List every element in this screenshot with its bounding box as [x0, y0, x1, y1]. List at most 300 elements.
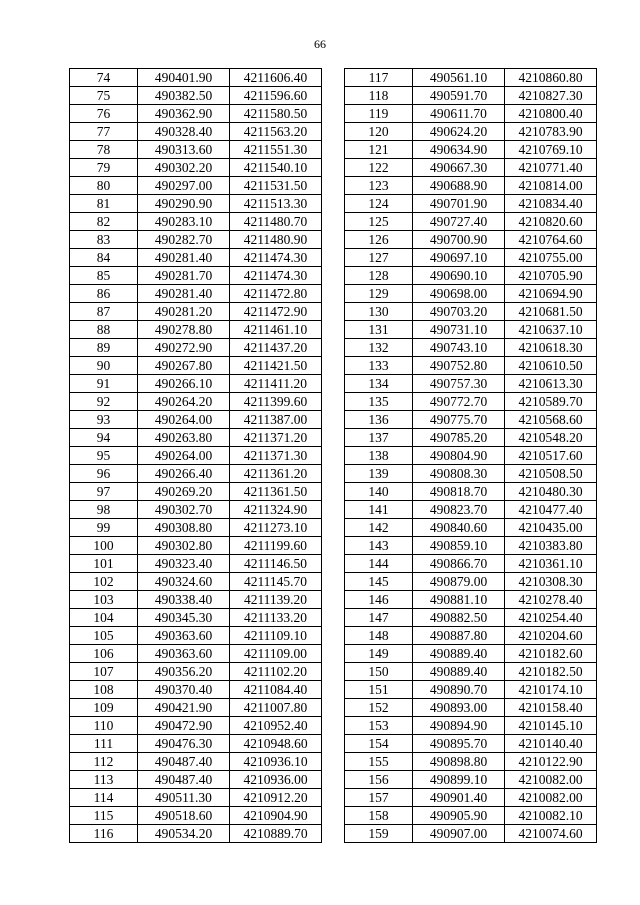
y-coordinate-cell: 4211551.30	[230, 141, 322, 159]
table-row	[345, 825, 597, 843]
table-row	[345, 339, 597, 357]
point-number-cell: 90	[70, 357, 138, 375]
y-coordinate-cell: 4210548.20	[505, 429, 597, 447]
y-coordinate-cell: 4210705.90	[505, 267, 597, 285]
table-row	[345, 753, 597, 771]
x-coordinate-cell: 490269.20	[138, 483, 230, 501]
x-coordinate-cell: 490534.20	[138, 825, 230, 843]
table-row	[70, 699, 322, 717]
point-number-cell: 82	[70, 213, 138, 231]
point-number-cell: 148	[345, 627, 413, 645]
point-number-cell: 98	[70, 501, 138, 519]
y-coordinate-cell: 4210082.10	[505, 807, 597, 825]
table-row	[345, 177, 597, 195]
y-coordinate-cell: 4210694.90	[505, 285, 597, 303]
table-row	[70, 213, 322, 231]
y-coordinate-cell: 4210174.10	[505, 681, 597, 699]
point-number-cell: 109	[70, 699, 138, 717]
y-coordinate-cell: 4210508.50	[505, 465, 597, 483]
table-row	[70, 411, 322, 429]
point-number-cell: 121	[345, 141, 413, 159]
x-coordinate-cell: 490688.90	[413, 177, 505, 195]
y-coordinate-cell: 4210613.30	[505, 375, 597, 393]
x-coordinate-cell: 490272.90	[138, 339, 230, 357]
table-row	[70, 429, 322, 447]
x-coordinate-cell: 490701.90	[413, 195, 505, 213]
table-row	[345, 69, 597, 87]
y-coordinate-cell: 4210860.80	[505, 69, 597, 87]
table-row	[345, 681, 597, 699]
y-coordinate-cell: 4211109.00	[230, 645, 322, 663]
x-coordinate-cell: 490266.40	[138, 465, 230, 483]
x-coordinate-cell: 490690.10	[413, 267, 505, 285]
point-number-cell: 127	[345, 249, 413, 267]
x-coordinate-cell: 490511.30	[138, 789, 230, 807]
x-coordinate-cell: 490698.00	[413, 285, 505, 303]
point-number-cell: 76	[70, 105, 138, 123]
y-coordinate-cell: 4210082.00	[505, 789, 597, 807]
table-row	[345, 267, 597, 285]
x-coordinate-cell: 490890.70	[413, 681, 505, 699]
table-row	[70, 717, 322, 735]
y-coordinate-cell: 4211273.10	[230, 519, 322, 537]
y-coordinate-cell: 4210771.40	[505, 159, 597, 177]
table-row	[345, 807, 597, 825]
table-row	[70, 735, 322, 753]
x-coordinate-cell: 490700.90	[413, 231, 505, 249]
y-coordinate-cell: 4210480.30	[505, 483, 597, 501]
x-coordinate-cell: 490263.80	[138, 429, 230, 447]
table-row	[345, 429, 597, 447]
x-coordinate-cell: 490324.60	[138, 573, 230, 591]
y-coordinate-cell: 4210158.40	[505, 699, 597, 717]
point-number-cell: 157	[345, 789, 413, 807]
y-coordinate-cell: 4211474.30	[230, 267, 322, 285]
y-coordinate-cell: 4211461.10	[230, 321, 322, 339]
x-coordinate-cell: 490697.10	[413, 249, 505, 267]
table-row	[345, 573, 597, 591]
coordinate-table-left	[69, 68, 322, 843]
point-number-cell: 124	[345, 195, 413, 213]
table-row	[70, 69, 322, 87]
point-number-cell: 117	[345, 69, 413, 87]
x-coordinate-cell: 490703.20	[413, 303, 505, 321]
x-coordinate-cell: 490899.10	[413, 771, 505, 789]
y-coordinate-cell: 4211531.50	[230, 177, 322, 195]
x-coordinate-cell: 490907.00	[413, 825, 505, 843]
x-coordinate-cell: 490328.40	[138, 123, 230, 141]
point-number-cell: 112	[70, 753, 138, 771]
table-row	[345, 105, 597, 123]
x-coordinate-cell: 490363.60	[138, 627, 230, 645]
x-coordinate-cell: 490302.80	[138, 537, 230, 555]
x-coordinate-cell: 490281.20	[138, 303, 230, 321]
point-number-cell: 78	[70, 141, 138, 159]
table-row	[345, 465, 597, 483]
x-coordinate-cell: 490302.20	[138, 159, 230, 177]
y-coordinate-cell: 4210204.60	[505, 627, 597, 645]
table-row	[345, 537, 597, 555]
y-coordinate-cell: 4210827.30	[505, 87, 597, 105]
y-coordinate-cell: 4211361.50	[230, 483, 322, 501]
table-row	[345, 483, 597, 501]
x-coordinate-cell: 490518.60	[138, 807, 230, 825]
table-row	[70, 357, 322, 375]
table-row	[70, 285, 322, 303]
point-number-cell: 113	[70, 771, 138, 789]
table-row	[70, 303, 322, 321]
point-number-cell: 93	[70, 411, 138, 429]
x-coordinate-cell: 490302.70	[138, 501, 230, 519]
table-row	[70, 807, 322, 825]
table-row	[70, 105, 322, 123]
x-coordinate-cell: 490808.30	[413, 465, 505, 483]
table-row	[345, 447, 597, 465]
table-row	[70, 681, 322, 699]
x-coordinate-cell: 490772.70	[413, 393, 505, 411]
table-row	[345, 249, 597, 267]
x-coordinate-cell: 490889.40	[413, 663, 505, 681]
table-row	[345, 411, 597, 429]
point-number-cell: 79	[70, 159, 138, 177]
y-coordinate-cell: 4211480.70	[230, 213, 322, 231]
point-number-cell: 130	[345, 303, 413, 321]
y-coordinate-cell: 4211361.20	[230, 465, 322, 483]
table-row	[70, 663, 322, 681]
x-coordinate-cell: 490901.40	[413, 789, 505, 807]
y-coordinate-cell: 4210517.60	[505, 447, 597, 465]
point-number-cell: 101	[70, 555, 138, 573]
y-coordinate-cell: 4210074.60	[505, 825, 597, 843]
point-number-cell: 129	[345, 285, 413, 303]
point-number-cell: 136	[345, 411, 413, 429]
point-number-cell: 122	[345, 159, 413, 177]
point-number-cell: 119	[345, 105, 413, 123]
x-coordinate-cell: 490345.30	[138, 609, 230, 627]
point-number-cell: 159	[345, 825, 413, 843]
x-coordinate-cell: 490859.10	[413, 537, 505, 555]
table-row	[70, 483, 322, 501]
y-coordinate-cell: 4211371.30	[230, 447, 322, 465]
table-row	[70, 123, 322, 141]
x-coordinate-cell: 490775.70	[413, 411, 505, 429]
table-row	[345, 519, 597, 537]
point-number-cell: 123	[345, 177, 413, 195]
point-number-cell: 115	[70, 807, 138, 825]
x-coordinate-cell: 490362.90	[138, 105, 230, 123]
point-number-cell: 84	[70, 249, 138, 267]
y-coordinate-cell: 4210361.10	[505, 555, 597, 573]
table-row	[345, 159, 597, 177]
table-row	[70, 573, 322, 591]
x-coordinate-cell: 490472.90	[138, 717, 230, 735]
y-coordinate-cell: 4210477.40	[505, 501, 597, 519]
x-coordinate-cell: 490363.60	[138, 645, 230, 663]
table-row	[70, 267, 322, 285]
x-coordinate-cell: 490323.40	[138, 555, 230, 573]
x-coordinate-cell: 490370.40	[138, 681, 230, 699]
point-number-cell: 143	[345, 537, 413, 555]
point-number-cell: 149	[345, 645, 413, 663]
x-coordinate-cell: 490382.50	[138, 87, 230, 105]
x-coordinate-cell: 490879.00	[413, 573, 505, 591]
table-row	[345, 87, 597, 105]
point-number-cell: 81	[70, 195, 138, 213]
table-row	[70, 555, 322, 573]
y-coordinate-cell: 4211480.90	[230, 231, 322, 249]
y-coordinate-cell: 4210889.70	[230, 825, 322, 843]
table-row	[345, 321, 597, 339]
point-number-cell: 156	[345, 771, 413, 789]
y-coordinate-cell: 4211146.50	[230, 555, 322, 573]
x-coordinate-cell: 490895.70	[413, 735, 505, 753]
point-number-cell: 96	[70, 465, 138, 483]
x-coordinate-cell: 490727.40	[413, 213, 505, 231]
point-number-cell: 118	[345, 87, 413, 105]
x-coordinate-cell: 490282.70	[138, 231, 230, 249]
point-number-cell: 110	[70, 717, 138, 735]
x-coordinate-cell: 490264.00	[138, 411, 230, 429]
y-coordinate-cell: 4210637.10	[505, 321, 597, 339]
y-coordinate-cell: 4211084.40	[230, 681, 322, 699]
table-row	[345, 591, 597, 609]
point-number-cell: 150	[345, 663, 413, 681]
point-number-cell: 94	[70, 429, 138, 447]
x-coordinate-cell: 490266.10	[138, 375, 230, 393]
y-coordinate-cell: 4211472.80	[230, 285, 322, 303]
coordinate-table-left-body	[70, 69, 322, 843]
point-number-cell: 91	[70, 375, 138, 393]
y-coordinate-cell: 4211371.20	[230, 429, 322, 447]
y-coordinate-cell: 4211421.50	[230, 357, 322, 375]
y-coordinate-cell: 4210383.80	[505, 537, 597, 555]
point-number-cell: 83	[70, 231, 138, 249]
table-row	[345, 231, 597, 249]
point-number-cell: 114	[70, 789, 138, 807]
table-row	[70, 771, 322, 789]
y-coordinate-cell: 4211596.60	[230, 87, 322, 105]
x-coordinate-cell: 490561.10	[413, 69, 505, 87]
point-number-cell: 128	[345, 267, 413, 285]
point-number-cell: 139	[345, 465, 413, 483]
y-coordinate-cell: 4210568.60	[505, 411, 597, 429]
table-row	[70, 231, 322, 249]
point-number-cell: 138	[345, 447, 413, 465]
table-row	[70, 321, 322, 339]
x-coordinate-cell: 490881.10	[413, 591, 505, 609]
point-number-cell: 100	[70, 537, 138, 555]
y-coordinate-cell: 4211474.30	[230, 249, 322, 267]
table-row	[345, 141, 597, 159]
y-coordinate-cell: 4210952.40	[230, 717, 322, 735]
x-coordinate-cell: 490752.80	[413, 357, 505, 375]
x-coordinate-cell: 490290.90	[138, 195, 230, 213]
y-coordinate-cell: 4210589.70	[505, 393, 597, 411]
y-coordinate-cell: 4211472.90	[230, 303, 322, 321]
y-coordinate-cell: 4210254.40	[505, 609, 597, 627]
y-coordinate-cell: 4210814.00	[505, 177, 597, 195]
point-number-cell: 158	[345, 807, 413, 825]
x-coordinate-cell: 490281.40	[138, 285, 230, 303]
table-row	[345, 789, 597, 807]
y-coordinate-cell: 4211199.60	[230, 537, 322, 555]
y-coordinate-cell: 4210769.10	[505, 141, 597, 159]
table-row	[70, 753, 322, 771]
y-coordinate-cell: 4210755.00	[505, 249, 597, 267]
x-coordinate-cell: 490283.10	[138, 213, 230, 231]
point-number-cell: 88	[70, 321, 138, 339]
y-coordinate-cell: 4210783.90	[505, 123, 597, 141]
y-coordinate-cell: 4210618.30	[505, 339, 597, 357]
x-coordinate-cell: 490804.90	[413, 447, 505, 465]
y-coordinate-cell: 4211145.70	[230, 573, 322, 591]
y-coordinate-cell: 4210800.40	[505, 105, 597, 123]
y-coordinate-cell: 4210912.20	[230, 789, 322, 807]
y-coordinate-cell: 4210834.40	[505, 195, 597, 213]
point-number-cell: 152	[345, 699, 413, 717]
table-row	[345, 771, 597, 789]
point-number-cell: 140	[345, 483, 413, 501]
point-number-cell: 146	[345, 591, 413, 609]
x-coordinate-cell: 490634.90	[413, 141, 505, 159]
point-number-cell: 154	[345, 735, 413, 753]
x-coordinate-cell: 490281.70	[138, 267, 230, 285]
x-coordinate-cell: 490785.20	[413, 429, 505, 447]
table-row	[70, 159, 322, 177]
x-coordinate-cell: 490743.10	[413, 339, 505, 357]
table-row	[345, 357, 597, 375]
point-number-cell: 142	[345, 519, 413, 537]
y-coordinate-cell: 4210278.40	[505, 591, 597, 609]
table-row	[70, 609, 322, 627]
x-coordinate-cell: 490421.90	[138, 699, 230, 717]
x-coordinate-cell: 490401.90	[138, 69, 230, 87]
table-row	[345, 555, 597, 573]
point-number-cell: 151	[345, 681, 413, 699]
table-row	[345, 717, 597, 735]
x-coordinate-cell: 490356.20	[138, 663, 230, 681]
x-coordinate-cell: 490591.70	[413, 87, 505, 105]
x-coordinate-cell: 490898.80	[413, 753, 505, 771]
table-row	[345, 123, 597, 141]
y-coordinate-cell: 4211109.10	[230, 627, 322, 645]
table-row	[70, 375, 322, 393]
y-coordinate-cell: 4211580.50	[230, 105, 322, 123]
x-coordinate-cell: 490893.00	[413, 699, 505, 717]
point-number-cell: 80	[70, 177, 138, 195]
y-coordinate-cell: 4211102.20	[230, 663, 322, 681]
y-coordinate-cell: 4210082.00	[505, 771, 597, 789]
table-row	[70, 141, 322, 159]
table-row	[70, 177, 322, 195]
table-row	[70, 249, 322, 267]
table-row	[70, 537, 322, 555]
y-coordinate-cell: 4210145.10	[505, 717, 597, 735]
point-number-cell: 131	[345, 321, 413, 339]
point-number-cell: 102	[70, 573, 138, 591]
x-coordinate-cell: 490624.20	[413, 123, 505, 141]
y-coordinate-cell: 4210820.60	[505, 213, 597, 231]
x-coordinate-cell: 490487.40	[138, 753, 230, 771]
table-row	[70, 501, 322, 519]
table-row	[345, 645, 597, 663]
y-coordinate-cell: 4211437.20	[230, 339, 322, 357]
x-coordinate-cell: 490823.70	[413, 501, 505, 519]
point-number-cell: 147	[345, 609, 413, 627]
y-coordinate-cell: 4210182.50	[505, 663, 597, 681]
y-coordinate-cell: 4210936.00	[230, 771, 322, 789]
point-number-cell: 77	[70, 123, 138, 141]
y-coordinate-cell: 4210435.00	[505, 519, 597, 537]
point-number-cell: 134	[345, 375, 413, 393]
x-coordinate-cell: 490267.80	[138, 357, 230, 375]
point-number-cell: 105	[70, 627, 138, 645]
point-number-cell: 99	[70, 519, 138, 537]
table-row	[345, 213, 597, 231]
table-row	[70, 519, 322, 537]
x-coordinate-cell: 490264.20	[138, 393, 230, 411]
y-coordinate-cell: 4210610.50	[505, 357, 597, 375]
point-number-cell: 87	[70, 303, 138, 321]
table-row	[345, 501, 597, 519]
table-row	[70, 627, 322, 645]
table-row	[70, 591, 322, 609]
y-coordinate-cell: 4210122.90	[505, 753, 597, 771]
point-number-cell: 120	[345, 123, 413, 141]
x-coordinate-cell: 490487.40	[138, 771, 230, 789]
point-number-cell: 95	[70, 447, 138, 465]
y-coordinate-cell: 4211399.60	[230, 393, 322, 411]
y-coordinate-cell: 4211563.20	[230, 123, 322, 141]
x-coordinate-cell: 490757.30	[413, 375, 505, 393]
table-row	[345, 699, 597, 717]
y-coordinate-cell: 4211513.30	[230, 195, 322, 213]
x-coordinate-cell: 490264.00	[138, 447, 230, 465]
x-coordinate-cell: 490731.10	[413, 321, 505, 339]
point-number-cell: 92	[70, 393, 138, 411]
table-row	[345, 195, 597, 213]
y-coordinate-cell: 4210764.60	[505, 231, 597, 249]
table-row	[345, 663, 597, 681]
coordinate-table-right	[344, 68, 597, 843]
x-coordinate-cell: 490338.40	[138, 591, 230, 609]
point-number-cell: 145	[345, 573, 413, 591]
y-coordinate-cell: 4210936.10	[230, 753, 322, 771]
x-coordinate-cell: 490882.50	[413, 609, 505, 627]
point-number-cell: 74	[70, 69, 138, 87]
point-number-cell: 108	[70, 681, 138, 699]
y-coordinate-cell: 4211007.80	[230, 699, 322, 717]
table-row	[70, 195, 322, 213]
y-coordinate-cell: 4211411.20	[230, 375, 322, 393]
x-coordinate-cell: 490476.30	[138, 735, 230, 753]
point-number-cell: 144	[345, 555, 413, 573]
table-row	[345, 285, 597, 303]
table-row	[70, 645, 322, 663]
point-number-cell: 75	[70, 87, 138, 105]
point-number-cell: 103	[70, 591, 138, 609]
y-coordinate-cell: 4210948.60	[230, 735, 322, 753]
point-number-cell: 104	[70, 609, 138, 627]
y-coordinate-cell: 4210140.40	[505, 735, 597, 753]
y-coordinate-cell: 4211540.10	[230, 159, 322, 177]
x-coordinate-cell: 490818.70	[413, 483, 505, 501]
page-number: 66	[314, 37, 326, 51]
table-row	[345, 627, 597, 645]
y-coordinate-cell: 4211139.20	[230, 591, 322, 609]
table-row	[345, 609, 597, 627]
x-coordinate-cell: 490308.80	[138, 519, 230, 537]
